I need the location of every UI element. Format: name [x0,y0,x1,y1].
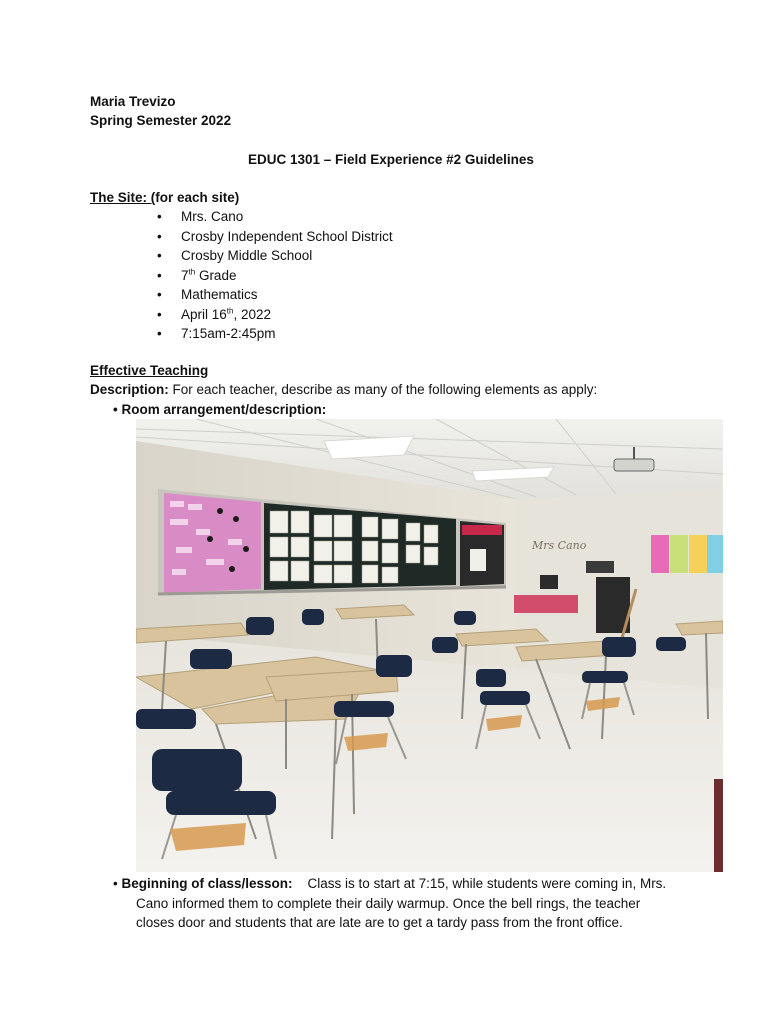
document-title: EDUC 1301 – Field Experience #2 Guidelines [248,152,534,167]
room-arrangement-label: Room arrangement/description: [121,402,327,417]
list-item: • April 16th, 2022 [157,305,393,325]
beginning-line-3: closes door and students that are late are to get a tardy pass from the front office. [136,915,623,930]
bullet-icon: • [157,248,162,263]
site-list [157,207,393,344]
list-item: • 7th Grade [157,266,393,286]
site-heading [90,190,239,205]
list-item: • Crosby Independent School District [157,227,393,247]
site-heading-rest: for each site) [155,190,240,205]
bullet-icon: • [157,326,162,341]
beginning-label: Beginning of class/lesson: [121,876,293,891]
beginning-line-1: Class is to start at 7:15, while students were coming in, Mrs. [307,876,667,891]
bullet-icon: • [113,402,118,417]
list-item: • Mathematics [157,285,393,305]
description-text: For each teacher, describe as many of the following elements as apply: [168,382,598,397]
description-label: Description: [90,382,169,397]
wall-handwriting: Mrs Cano [532,539,587,552]
semester: Spring Semester 2022 [90,113,232,128]
bullet-icon: • [113,876,118,891]
room-arrangement-item [113,402,326,417]
bullet-icon: • [157,287,162,302]
site-heading-underlined: The Site: [90,190,148,205]
list-item: • Mrs. Cano [157,207,393,227]
description-line [90,382,597,397]
bullet-icon: • [157,209,162,224]
bullet-icon: • [157,306,162,322]
bullet-icon: • [157,228,162,244]
beginning-line-2: Cano informed them to complete their daily warmup. Once the bell rings, the teacher [136,895,641,911]
list-item: • Crosby Middle School [157,246,393,266]
classroom-photo [136,419,723,872]
site-heading-paren: ( [147,190,156,205]
author-name: Maria Trevizo [90,94,176,109]
beginning-of-class-item [113,874,673,933]
classroom-illustration [136,419,723,872]
effective-teaching-heading: Effective Teaching [90,363,209,378]
list-item: • 7:15am-2:45pm [157,324,393,344]
bullet-icon: • [157,267,162,283]
